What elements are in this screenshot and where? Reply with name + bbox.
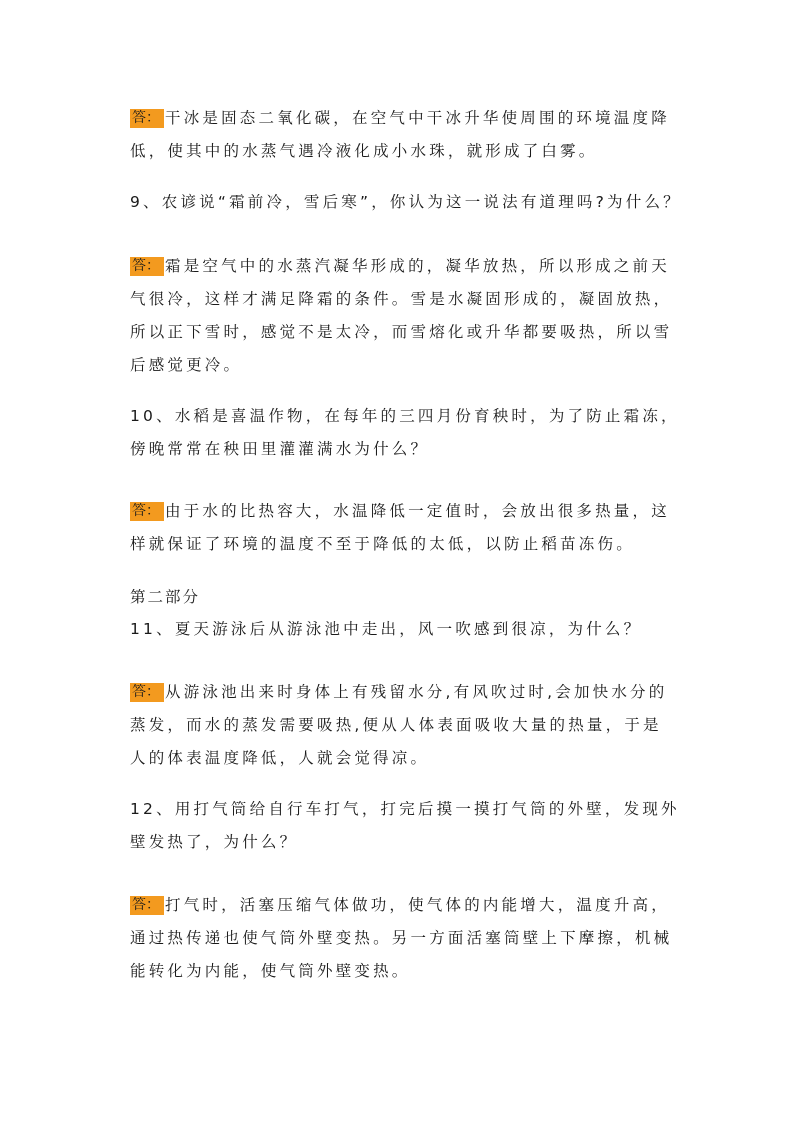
answer-text: 干冰是固态二氧化碳，在空气中干冰升华使周围的环境温度降 [165,109,670,127]
question-block [130,793,680,859]
answer-text: 由于水的比热容大，水温降低一定值时，会放出很多热量，这 [165,502,670,520]
answer-block [130,102,670,168]
question-line: 12、用打气筒给自行车打气，打完后摸一摸打气筒的外壁，发现外 [130,800,680,818]
answer-line: 人的体表温度降低，人就会觉得凉。 [130,749,430,767]
section-title: 第二部分 [130,588,201,606]
answer-line [130,676,670,709]
section-heading [130,585,670,609]
answer-tag: 答： [130,502,164,521]
question-line: 傍晚常常在秧田里灌灌满水为什么？ [130,440,430,458]
answer-text: 霜是空气中的水蒸汽凝华形成的，凝华放热，所以形成之前天 [165,257,670,275]
answer-line: 蒸发，而水的蒸发需要吸热,便从人体表面吸收大量的热量，于是 [130,716,662,734]
answer-line: 后感觉更冷。 [130,356,243,374]
question-block [130,613,670,646]
answer-line [130,250,670,283]
question-block [130,400,680,466]
answer-text: 从游泳池出来时身体上有残留水分,有风吹过时,会加快水分的 [165,683,668,701]
answer-tag: 答： [130,683,164,702]
answer-block [130,250,673,382]
answer-tag: 答： [130,109,164,128]
answer-line [130,102,670,135]
answer-line: 通过热传递也使气筒外壁变热。另一方面活塞筒壁上下摩擦，机械 [130,929,673,947]
answer-line: 能转化为内能，使气筒外壁变热。 [130,962,411,980]
answer-block [130,676,670,775]
answer-tag: 答： [130,257,164,276]
answer-block [130,889,673,988]
answer-tag: 答： [130,896,164,915]
answer-line: 气很冷，这样才满足降霜的条件。雪是水凝固形成的，凝固放热， [130,290,673,308]
question-line: 10、水稻是喜温作物，在每年的三四月份育秧时，为了防止霜冻， [130,407,680,425]
question-line: 11、夏天游泳后从游泳池中走出，风一吹感到很凉，为什么？ [130,620,643,638]
question-line: 壁发热了，为什么？ [130,833,299,851]
question-block [130,186,682,219]
answer-line: 所以正下雪时，感觉不是太冷，而雪熔化或升华都要吸热，所以雪 [130,323,673,341]
answer-line: 低，使其中的水蒸气遇冷液化成小水珠，就形成了白雾。 [130,142,598,160]
answer-text: 打气时，活塞压缩气体做功，使气体的内能增大，温度升高， [165,896,670,914]
answer-block [130,495,670,561]
answer-line [130,889,670,922]
answer-line [130,495,670,528]
question-line: 9、农谚说“霜前冷，雪后寒”，你认为这一说法有道理吗?为什么？ [130,193,682,211]
answer-line: 样就保证了环境的温度不至于降低的太低，以防止稻苗冻伤。 [130,535,635,553]
